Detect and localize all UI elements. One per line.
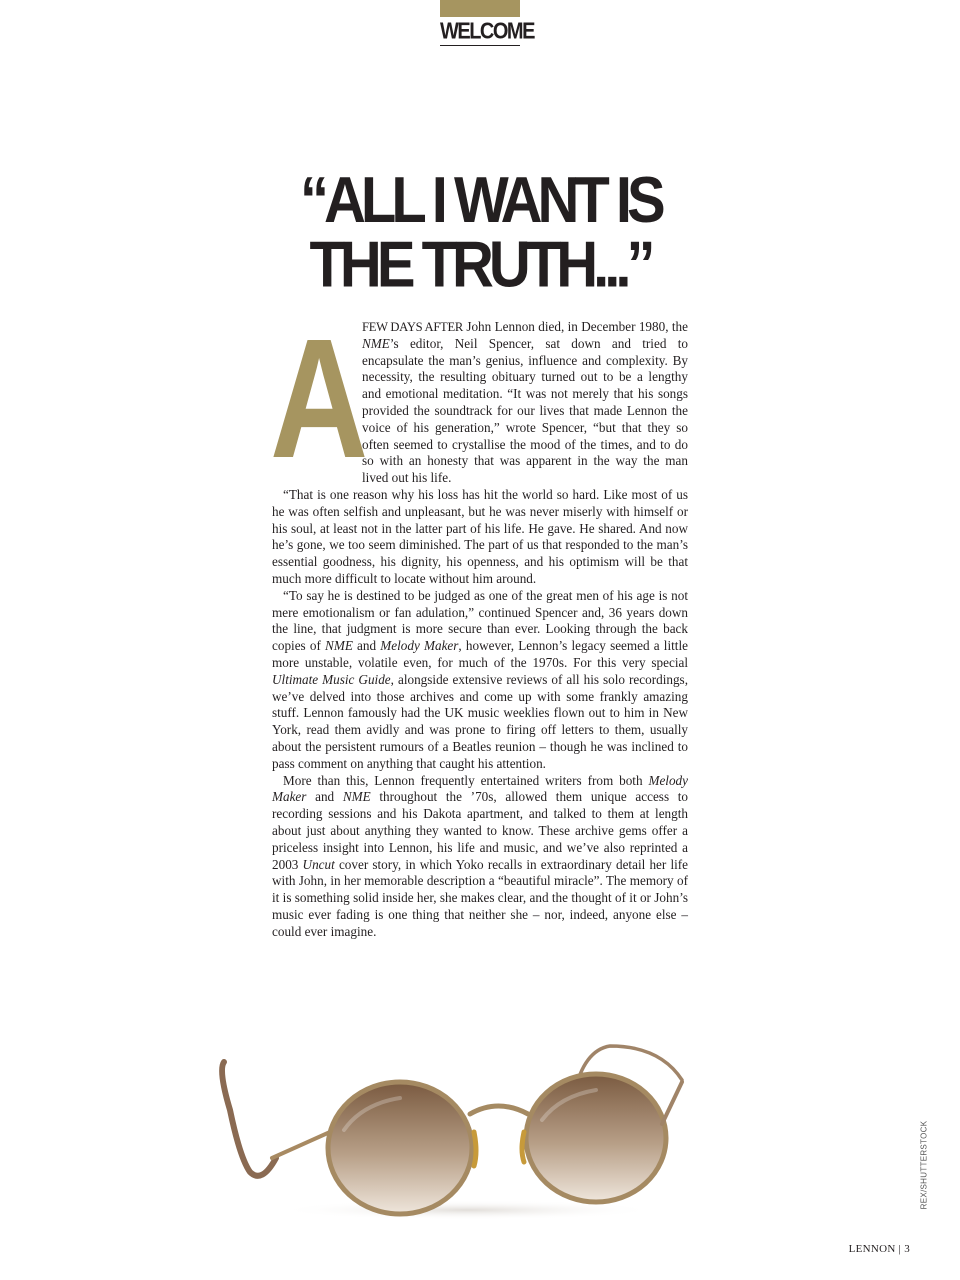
drop-cap-space (270, 304, 366, 494)
lead-in: FEW DAYS AFTER (362, 320, 463, 334)
text-run: cover story, in which Yoko recalls in extraordinary detail her life with John, in her memorable description a “beautiful miracle”. The memory of it is something solid inside her, she makes clear, and the thought of it or John’s music ever fading is one thing that neither she – nor, indeed, anyone else – could ever imagine. (272, 856, 689, 939)
right-hinge (662, 1082, 682, 1124)
photo-credit-text: REX/SHUTTERSTOCK (919, 1120, 929, 1210)
paragraph-4 (272, 773, 688, 941)
left-temple-arm (222, 1062, 276, 1176)
text-run: and (306, 789, 343, 805)
italic-title: Melody Maker (272, 772, 688, 805)
text-run: More than this, Lennon frequently entertained writers from both (283, 772, 649, 788)
text-run: , alongside extensive reviews of all his solo recordings, we’ve delved into those archives and come up with some frankly amazing stuff. Lennon famously had the UK music weeklies flown out to him in New York, read them avidly and was prone to firing off letters to them, usually about the persistent rumours of a Beatles reunion – though he was inclined to pass comment on anything that caught his attention. (272, 671, 688, 771)
left-nose-pad (474, 1132, 476, 1166)
section-rule (440, 45, 520, 46)
italic-title: Ultimate Music Guide (272, 671, 391, 687)
text-run: throughout the ’70s, allowed them unique access to recording sessions and his Dakota apartment, and talked to them at length about just about anything they wanted to know. These archive gems offer a priceless insight into Lennon, his life and music, and we’ve also reprinted a 2003 (272, 789, 689, 872)
headline (300, 163, 661, 302)
paragraph-2: “That is one reason why his loss has hit the world so hard. Like most of us he was often selfish and unpleasant, but he was never miserly with himself or his soul, at least not in the latter part of his life. He gave. He shared. And now he’s gone, we too seem diminished. The part of us that responded to the man’s essential goodness, his dignity, his openness, and his optimism will be that much more difficult to locate without him around. (272, 486, 688, 586)
drop-cap: A (270, 304, 366, 494)
text-run: and (352, 638, 381, 654)
italic-title: NME (342, 789, 371, 805)
headline-line-1: “ALL I WANT IS (300, 163, 661, 237)
left-hinge (272, 1132, 330, 1158)
text-run: “To say he is destined to be judged as one of the great men of his age is not mere emotionalism or fan adulation,” continued Spencer and, 36 years down the line, that judgment is more secure than ever. Looking through the back copies of (272, 587, 688, 654)
round-glasses-icon (212, 1040, 732, 1220)
text-run: ’s editor, Neil Spencer, sat down and tried to encapsulate the man’s genius, influence and complexity. By necessity, the resulting obituary turned out to be a lengthy and emotional meditation. “It was not merely that his songs provided the soundtrack for our lives that made Lennon the voice of his generation,” wrote Spencer, “but that they so often seemed to crystallise the mood of the times, and to do so with an honesty that was apparent in the way the man lived out his life. (362, 335, 688, 486)
italic-title: Melody Maker (380, 638, 459, 654)
italic-title: NME (325, 638, 353, 654)
section-label: WELCOME (440, 19, 534, 45)
italic-title: Uncut (302, 856, 335, 872)
text-run: John Lennon died, in December 1980, the (462, 319, 688, 334)
paragraph-3 (272, 588, 688, 773)
nose-bridge (470, 1106, 528, 1114)
italic-title: NME (362, 335, 390, 351)
text-run: , however, Lennon’s legacy seemed a little more unstable, volatile even, for much of the 1970s. For this very special (272, 638, 688, 670)
photo-credit (914, 1120, 934, 1210)
right-lens (526, 1074, 666, 1202)
article-body (270, 304, 689, 940)
headline-line-2: THE TRUTH...” (309, 228, 651, 302)
section-tab (440, 0, 520, 17)
page-folio: LENNON | 3 (848, 1243, 910, 1255)
left-lens (328, 1082, 472, 1214)
right-nose-pad (522, 1132, 524, 1162)
